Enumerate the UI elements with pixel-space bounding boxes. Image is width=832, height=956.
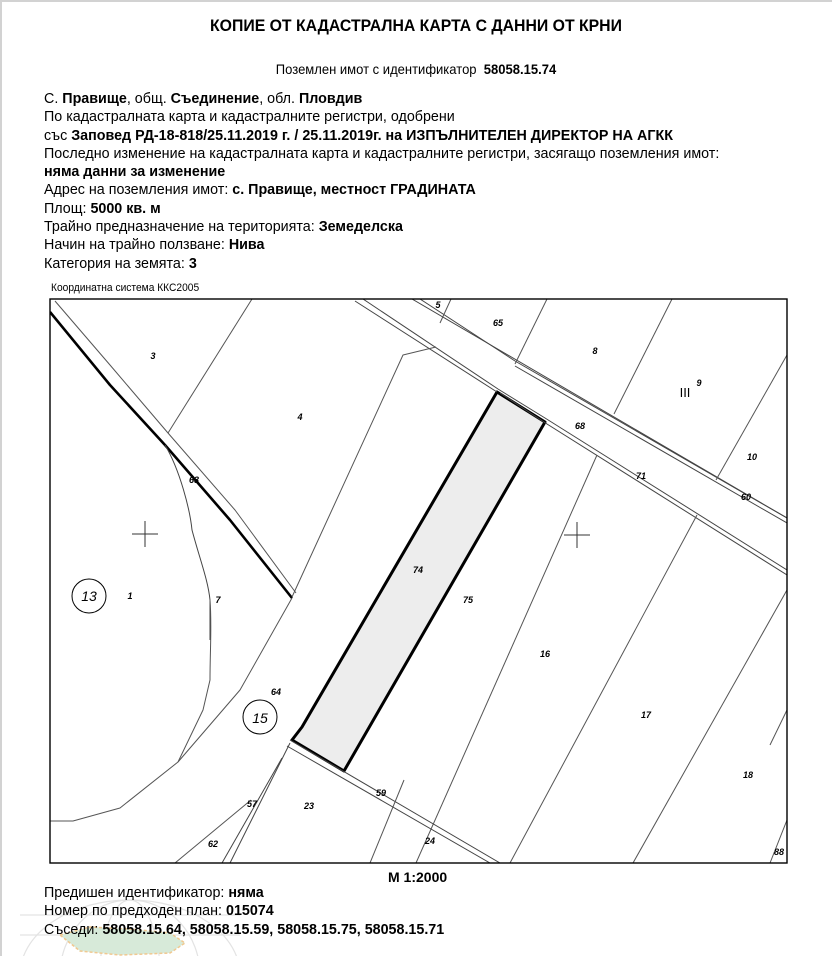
coordinate-system-label: Координатна система ККС2005 — [51, 282, 200, 294]
region-prefix: , обл. — [259, 91, 295, 107]
neighbors-value: 58058.15.64, 58058.15.59, 58058.15.75, 58058.15.71 — [102, 921, 445, 938]
subtitle-prefix: Поземлен имот с идентификатор — [275, 61, 477, 77]
parcel-label: 57 — [246, 799, 258, 809]
block-roman-label: III — [679, 385, 691, 400]
parcel-label: 1 — [127, 591, 133, 601]
road-nw-thin — [55, 301, 296, 593]
previous-id-label: Предишен идентификатор: — [44, 885, 225, 901]
last-change-label: Последно изменение на кадастралната карта и кадастралните регистри, засягащо поземления имот: — [44, 145, 720, 162]
previous-plan-label: Номер по предходен план: — [44, 903, 223, 920]
parcel-label: 68 — [574, 421, 586, 431]
neighbors-row — [44, 921, 444, 939]
document-title: КОПИЕ ОТ КАДАСТРАЛНА КАРТА С ДАННИ ОТ КРНИ — [210, 16, 622, 35]
previous-plan-value: 015074 — [226, 903, 274, 920]
footer-info — [44, 884, 444, 939]
parcel-label: 4 — [297, 412, 303, 422]
parcel-label: 64 — [270, 687, 282, 697]
parcel-label: 63 — [188, 475, 200, 485]
parcel-label: 9 — [696, 378, 702, 388]
parcel-label: 3 — [150, 351, 156, 361]
previous-plan-row — [44, 902, 444, 920]
parcel-label: 5 — [435, 300, 441, 310]
municipality-name: Съединение — [170, 91, 260, 107]
parcel-label: 8 — [592, 346, 598, 356]
area-value: 5000 кв. м — [90, 200, 161, 217]
parcel-label: 7 — [215, 595, 221, 605]
purpose-label: Трайно предназначение на територията: — [44, 219, 315, 236]
property-identifier: 58058.15.74 — [483, 61, 557, 77]
block-number-label: 13 — [81, 588, 97, 604]
village-prefix: С. — [44, 91, 59, 107]
usage-label: Начин на трайно ползване: — [44, 237, 225, 254]
address-value: с. Правище, местност ГРАДИНАТА — [232, 182, 476, 199]
area-label: Площ: — [44, 200, 87, 217]
parcel-label: 16 — [539, 649, 551, 659]
parcel-label: 71 — [635, 471, 647, 481]
approval-line: По кадастралната карта и кадастралните регистри, одобрени — [44, 109, 455, 126]
parcel-label: 75 — [462, 595, 474, 605]
block-labels — [81, 588, 268, 726]
parcel-label: 17 — [640, 710, 652, 720]
parcel-label: 88 — [773, 847, 785, 857]
parcel-label: 60 — [740, 492, 752, 502]
parcel-label: 59 — [375, 788, 387, 798]
order-value: Заповед РД-18-818/25.11.2019 г. / 25.11.2019г. на ИЗПЪЛНИТЕЛЕН ДИРЕКТОР НА АГКК — [71, 127, 673, 144]
parcel-label: 65 — [492, 318, 504, 328]
previous-id-value: няма — [228, 885, 264, 901]
category-label: Категория на земята: — [44, 255, 185, 272]
block-number-label: 15 — [252, 710, 268, 726]
parcel-label: 23 — [303, 801, 315, 811]
grid-cross-icon — [132, 521, 158, 547]
parcel-label: 74 — [412, 565, 424, 575]
category-value: 3 — [188, 255, 197, 272]
parcel-label: 24 — [424, 836, 436, 846]
highlighted-parcel-74 — [292, 392, 545, 771]
grid-cross-icon — [564, 522, 590, 548]
road-nw-bold — [50, 312, 292, 598]
last-change-text: няма данни за изменение — [44, 164, 226, 181]
region-name: Пловдив — [298, 91, 363, 107]
municipality-prefix: , общ. — [126, 91, 167, 107]
village-name: Правище — [62, 91, 127, 107]
purpose-value: Земеделска — [318, 219, 403, 236]
previous-id-row — [44, 884, 444, 902]
parcel-label: 10 — [746, 452, 758, 462]
usage-value: Нива — [228, 237, 265, 254]
map-scale: М 1:2000 — [388, 869, 448, 885]
neighbors-label: Съседи: — [44, 921, 99, 938]
order-prefix: със — [44, 127, 68, 144]
parcel-label: 62 — [207, 839, 219, 849]
address-label: Адрес на поземления имот: — [44, 182, 229, 199]
parcel-label: 18 — [742, 770, 754, 780]
